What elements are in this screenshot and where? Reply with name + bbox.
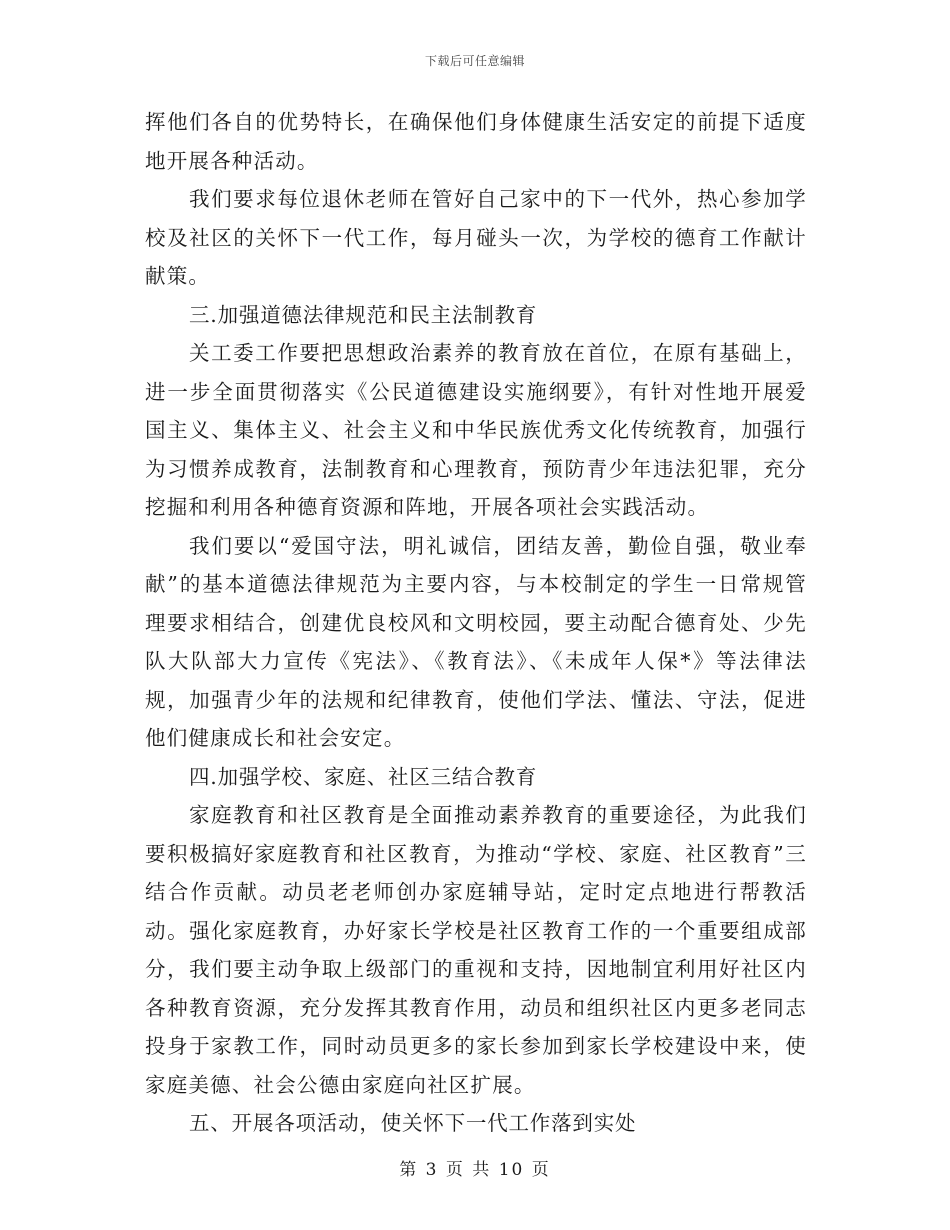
page-number-footer: 第 3 页 共 10 页 [399,1160,551,1180]
paragraph-retired-teachers: 我们要求每位退休老师在管好自己家中的下一代外，热心参加学校及社区的关怀下一代工作，每月碰头一次，为学校的德育工作献计献策。 [145,187,807,288]
page-header-note: 下载后可任意编辑 [424,54,525,68]
paragraph-legal-norms: 我们要以“爱国守法，明礼诚信，团结友善，勤俭自强，敬业奉献”的基本道德法律规范为主要内容，与本校制定的学生一日常规管理要求相结合，创建优良校风和文明校园，要主动配合德育处、少先队大队部大力宣传《宪法》、《教育法》、《未成年人保*》等法律法规，加强青少年的法规和纪律教育，使他们学法、懂法、守法，促进他们健康成长和社会安定。 [145,533,807,750]
paragraph-continuation: 挥他们各自的优势特长，在确保他们身体健康生活安定的前提下适度地开展各种活动。 [145,110,807,173]
paragraph-moral-education: 关工委工作要把思想政治素养的教育放在首位，在原有基础上，进一步全面贯彻落实《公民道德建设实施纲要》，有针对性地开展爱国主义、集体主义、社会主义和中华民族优秀文化传统教育，加强行为习惯养成教育，法制教育和心理教育，预防青少年违法犯罪，充分挖掘和利用各种德育资源和阵地，开展各项社会实践活动。 [145,341,807,519]
section-heading-5: 五、开展各项活动，使关怀下一代工作落到实处 [189,1111,637,1135]
section-heading-3: 三.加强道德法律规范和民主法制教育 [189,302,538,327]
section-heading-4: 四.加强学校、家庭、社区三结合教育 [189,764,538,789]
paragraph-family-community: 家庭教育和社区教育是全面推动素养教育的重要途径，为此我们要积极搞好家庭教育和社区教育，为推动“学校、家庭、社区教育”三结合作贡献。动员老老师创办家庭辅导站，定时定点地进行帮教活动。强化家庭教育，办好家长学校是社区教育工作的一个重要组成部分，我们要主动争取上级部门的重视和支持，因地制宜利用好社区内各种教育资源，充分发挥其教育作用，动员和组织社区内更多老同志投身于家教工作，同时动员更多的家长参加到家长学校建设中来，使家庭美德、社会公德由家庭向社区扩展。 [145,803,807,1097]
document-body [145,103,807,1143]
